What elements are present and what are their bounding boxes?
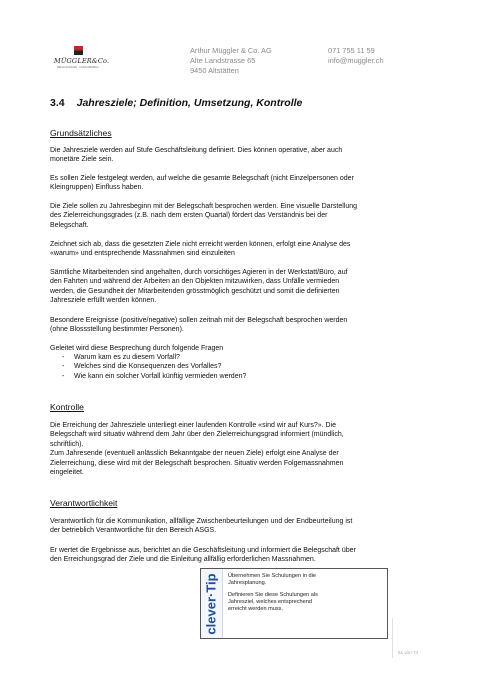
text-line: Belegschaft wird situativ während dem Jahr über den Zielerreichungsgrad informiert (mündlich, xyxy=(50,431,344,439)
text-line: Die Ziele sollen zu Jahresbeginn mit der Belegschaft besprochen werden. Eine visuelle Darstellung xyxy=(50,203,358,210)
text-line: den Erreichungsgrad der Ziele und die Einleitung allfällig erforderlichen Massnahmen. xyxy=(50,556,316,564)
logo-text: MÜGGLER&Co. xyxy=(54,57,110,65)
paragraph xyxy=(50,268,435,306)
tip-sidebar xyxy=(201,569,223,638)
paragraph xyxy=(50,316,435,335)
paragraph xyxy=(50,546,435,565)
logo-subtext: BEDACHUNGEN · FASSADENBAU xyxy=(57,66,99,69)
company-contact xyxy=(328,46,384,66)
paragraph xyxy=(50,240,435,259)
text-line: den Fahrten und während der Arbeiten an den Objekten mitzuwirken, dass Unfälle vermieden xyxy=(50,278,340,286)
company-name: Arthur Müggler & Co. AG xyxy=(190,46,272,55)
text-line: (ohne Blossstellung bestimmter Personen). xyxy=(50,326,184,334)
text-line: Zielerreichung, diese wird mit der Belegschaft besprochen. Situativ werden Folgemassnahmen xyxy=(50,459,344,467)
page-number: 61 von 74 xyxy=(398,650,419,655)
text-line: Belegschaft. xyxy=(50,221,89,229)
company-city: 9450 Altstätten xyxy=(190,66,239,75)
text-line: «warum» und entsprechende Massnahmen sind einzuleiten xyxy=(50,250,235,258)
company-logo xyxy=(54,46,110,76)
list-item-text: Warum kam es zu diesem Vorfall? xyxy=(74,354,180,361)
paragraph xyxy=(50,421,435,477)
company-phone: 071 755 11 59 xyxy=(328,46,375,55)
tip-label: clever·Tip xyxy=(203,573,219,635)
paragraph xyxy=(50,146,435,165)
text-line: Kleingruppen) Einfluss haben. xyxy=(50,184,144,192)
logo-mark-icon xyxy=(74,46,83,55)
heading-kontrolle: Kontrolle xyxy=(50,402,84,412)
text-line: monetäre Ziele sein. xyxy=(50,156,114,164)
text-line: schriftlich). xyxy=(50,440,84,448)
text-line: Es sollen Ziele festgelegt werden, auf welche die gesamte Belegschaft (nicht Einzelpersonen oder xyxy=(50,175,354,182)
heading-verantwortlichkeit: Verantwortlichkeit xyxy=(50,498,118,508)
list-item: - Warum kam es zu diesem Vorfall? xyxy=(62,354,180,361)
text-line: erreicht werden muss. xyxy=(228,606,284,613)
text-line: eingeleitet. xyxy=(50,469,84,477)
text-line: Er wertet die Ergebnisse aus, berichtet an die Geschäftsleitung und informiert die Belegschaft über xyxy=(50,547,356,554)
paragraph xyxy=(50,517,435,536)
text-line: werden, die Gesundheit der Mitarbeitenden grösstmöglich geschützt und somit die definierten xyxy=(50,287,340,295)
text-line: Jahresziele erfüllt werden können. xyxy=(50,297,157,305)
text-line: der betrieblich Verantwortliche für den Bereich ASGS. xyxy=(50,527,217,535)
heading-grundsaetzliches: Grundsätzliches xyxy=(50,128,112,138)
text-line: Besondere Ereignisse (positive/negative) sollen zeitnah mit der Belegschaft besprochen werden xyxy=(50,317,348,324)
paragraph xyxy=(50,202,435,230)
paragraph xyxy=(50,174,435,193)
text-line: Definieren Sie diese Schulungen als xyxy=(228,591,318,598)
text-line: des Zielerreichungsgrades (z.B. nach dem ersten Quartal) fördert das Verständnis bei der xyxy=(50,212,328,220)
text-line: Die Erreichung der Jahresziele unterliegt einer laufenden Kontrolle «sind wir auf Kurs?». Die xyxy=(50,422,336,429)
text-line: Geleitet wird diese Besprechung durch folgende Fragen xyxy=(50,345,224,352)
text-line: Zum Jahresende (eventuell anlässlich Bekanntgabe der neuen Ziele) erfolgt eine Analyse der xyxy=(50,450,339,458)
company-street: Alte Landstrasse 65 xyxy=(190,56,256,65)
section-number: 3.4 xyxy=(50,97,65,109)
company-address xyxy=(190,46,272,76)
footer-divider xyxy=(392,618,393,658)
text-line: Zeichnet sich ab, dass die gesetzten Ziele nicht erreicht werden können, erfolgt eine Analyse des xyxy=(50,241,351,248)
section-title: Jahresziele; Definition, Umsetzung, Kontrolle xyxy=(76,97,303,109)
list-item: - Welches sind die Konsequenzen des Vorfalles? xyxy=(62,363,222,371)
tip-text xyxy=(228,573,378,613)
text-line: Jahresplanung. xyxy=(228,580,267,587)
question-list xyxy=(62,353,246,381)
text-line: Die Jahresziele werden auf Stufe Geschäftsleitung definiert. Dies können operative, aber auch xyxy=(50,147,343,154)
company-email[interactable]: info@muggler.ch xyxy=(328,56,384,65)
section-heading xyxy=(50,97,302,109)
text-line: Übernehmen Sie Schulungen in die xyxy=(228,573,317,579)
text-line: Verantwortlich für die Kommunikation, allfällige Zwischenbeurteilungen und der Endbeurteilung ist xyxy=(50,518,353,525)
text-line: Sämtliche Mitarbeitenden sind angehalten, durch vorsichtiges Agieren in der Werkstatt/Büro, auf xyxy=(50,269,348,276)
list-item-text: Welches sind die Konsequenzen des Vorfalles? xyxy=(74,363,222,371)
list-item: - Wie kann ein solcher Vorfall künftig vermieden werden? xyxy=(62,372,247,380)
text-line: Jahresziel, welches entsprechend xyxy=(228,598,312,605)
paragraph xyxy=(50,344,435,353)
list-item-text: Wie kann ein solcher Vorfall künftig vermieden werden? xyxy=(74,372,247,380)
clever-tip-box xyxy=(200,568,388,639)
